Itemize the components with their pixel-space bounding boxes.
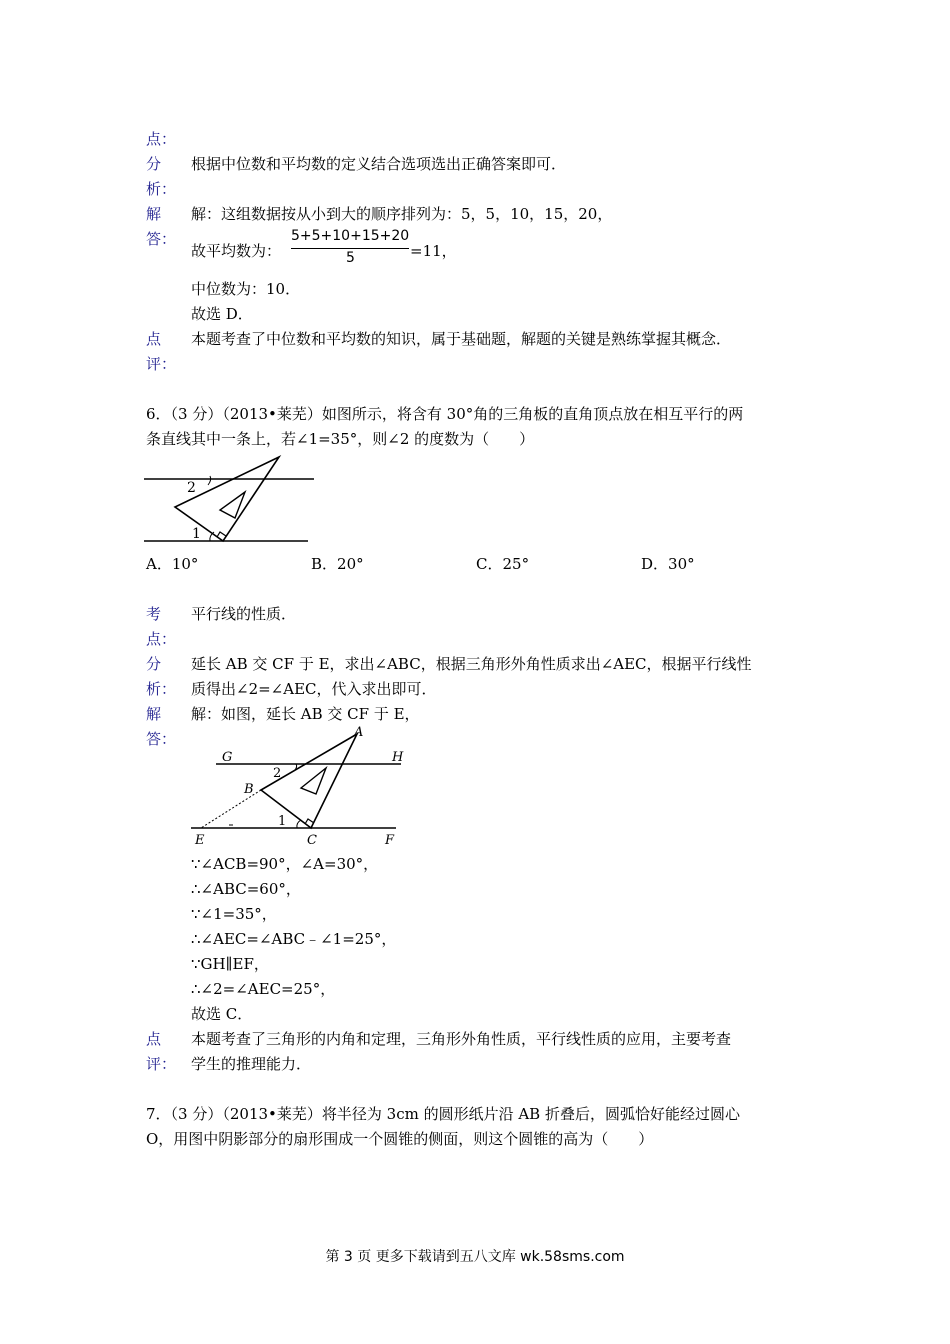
q7-stem-line2: O，用图中阴影部分的扇形围成一个圆锥的侧面，则这个圆锥的高为（ ） (146, 1130, 654, 1148)
q5-median: 中位数为：10． (191, 280, 301, 298)
label-g: G (222, 750, 233, 765)
q6-option-b: B．20° (311, 555, 364, 573)
q6-step-1: ∵∠ACB=90°，∠A=30°， (191, 855, 379, 873)
q6-solution-intro: 解：如图，延长 AB 交 CF 于 E， (191, 705, 420, 723)
q6-label-dian: 点： (146, 630, 177, 648)
q6-label-dian2: 点 (146, 1030, 162, 1048)
q6-stem-line1: 6．（3 分）（2013•莱芜）如图所示，将含有 30°角的三角板的直角顶点放在相互平行的两 (146, 405, 744, 423)
q7-stem-line1: 7．（3 分）（2013•莱芜）将半径为 3cm 的圆形纸片沿 AB 折叠后，圆弧恰好能经过圆心 (146, 1105, 740, 1123)
q6-figure-triangle-on-parallel-lines (140, 452, 320, 548)
q5-solution-line1: 解：这组数据按从小到大的顺序排列为：5，5，10，15，20， (191, 205, 613, 223)
label-b: B (244, 782, 254, 797)
q6-label-ping: 评： (146, 1055, 177, 1073)
angle-2-label: 2 (187, 480, 196, 496)
q6-option-c: C．25° (476, 555, 530, 573)
q5-choice: 故选 D． (191, 305, 253, 323)
q5-label-fen: 分 (146, 155, 162, 173)
q6-option-d: D．30° (641, 555, 695, 573)
q6-option-a: A．10° (146, 555, 199, 573)
q6-step-6: ∴∠2=∠AEC=25°， (191, 980, 336, 998)
q6-analysis-line2: 质得出∠2=∠AEC，代入求出即可． (191, 680, 437, 698)
q5-analysis: 根据中位数和平均数的定义结合选项选出正确答案即可． (191, 155, 567, 173)
q6-stem-line2: 条直线其中一条上，若∠1=35°，则∠2 的度数为（ ） (146, 430, 535, 448)
angle-1-arc (297, 820, 301, 828)
label-c: C (307, 833, 317, 848)
label-a: A (354, 725, 364, 740)
triangle-inner-hole (301, 768, 326, 794)
q5-label-ping: 评： (146, 355, 177, 373)
q5-mean-prefix: 故平均数为： (191, 242, 282, 260)
angle-2-arc (208, 476, 211, 485)
q6-step-4: ∴∠AEC=∠ABC﹣∠1=25°， (191, 930, 397, 948)
q6-label-fen: 分 (146, 655, 162, 673)
q6-knowledge-point: 平行线的性质． (191, 605, 297, 623)
q6-step-5: ∵GH∥EF， (191, 955, 269, 973)
q6-label-kao: 考 (146, 605, 162, 623)
label-angle-2: 2 (273, 766, 282, 781)
q5-comment: 本题考查了中位数和平均数的知识，属于基础题，解题的关键是熟练掌握其概念． (191, 330, 732, 348)
q6-comment-line2: 学生的推理能力． (191, 1055, 312, 1073)
q6-analysis-line1: 延长 AB 交 CF 于 E，求出∠ABC，根据三角形外角性质求出∠AEC，根据平行线性 (191, 655, 752, 673)
q5-label-da: 答： (146, 230, 177, 248)
q6-solution-figure (186, 722, 406, 850)
fraction-denominator: 5 (346, 250, 355, 266)
q5-label-xi: 析： (146, 180, 177, 198)
q5-label-dian: 点： (146, 130, 177, 148)
page-footer: 第 3 页 更多下载请到五八文库 wk.58sms.com (325, 1249, 625, 1265)
q6-step-7: 故选 C． (191, 1005, 253, 1023)
q5-label-jie: 解 (146, 205, 162, 223)
fraction-bar (291, 248, 409, 249)
q6-step-2: ∴∠ABC=60°， (191, 880, 301, 898)
q5-mean-suffix: =11， (410, 242, 457, 260)
q6-step-3: ∵∠1=35°， (191, 905, 277, 923)
set-square-outline (175, 457, 279, 541)
q6-label-da: 答： (146, 730, 177, 748)
fraction-numerator: 5+5+10+15+20 (291, 228, 410, 244)
label-angle-1: 1 (278, 814, 287, 829)
q6-label-jie: 解 (146, 705, 162, 723)
angle-1-label: 1 (192, 526, 201, 542)
label-e: E (195, 833, 205, 848)
label-f: F (385, 833, 395, 848)
q5-label-dian2: 点 (146, 330, 162, 348)
q6-comment-line1: 本题考查了三角形的内角和定理，三角形外角性质，平行线性质的应用，主要考查 (191, 1030, 732, 1048)
label-h: H (392, 750, 404, 765)
q5-mean-fraction (291, 228, 409, 272)
right-angle-mark (217, 532, 226, 537)
q6-label-xi: 析： (146, 680, 177, 698)
